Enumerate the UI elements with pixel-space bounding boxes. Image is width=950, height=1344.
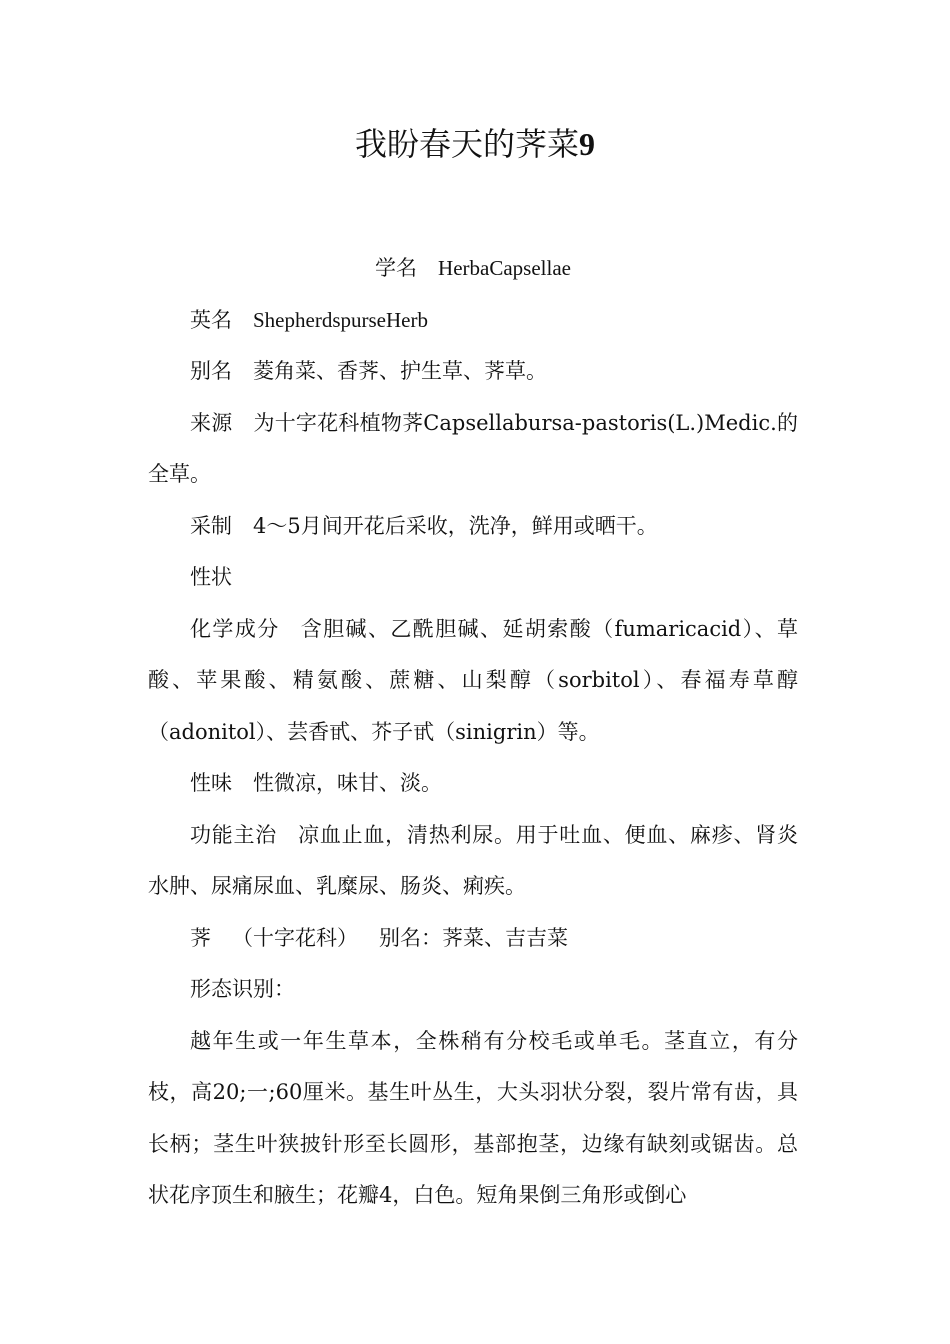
plant-line (148, 913, 798, 965)
taste-value: 性微凉，味甘、淡。 (253, 771, 442, 795)
english-name-line (148, 295, 798, 347)
function-paragraph (148, 810, 798, 913)
chemistry-label: 化学成分 (190, 616, 280, 641)
character-line (148, 552, 798, 604)
scientific-name-value: HerbaCapsellae (438, 256, 571, 280)
english-name-value: ShepherdspurseHerb (253, 307, 428, 332)
function-label: 功能主治 (190, 822, 278, 847)
alias-label: 别名 (190, 359, 232, 383)
title-text: 我盼春天的荠菜 (354, 125, 579, 163)
plant-name: 荠 (190, 925, 211, 950)
chemistry-value: 含胆碱、乙酰胆碱、延胡索酸（fumaricacid）、草酸、苹果酸、精氨酸、蔗糖、山梨醇（sorbitol）、春福寿草醇（adonitol）、芸香甙、芥子甙（sinigrin）等。 (148, 616, 799, 744)
alias-value: 菱角菜、香荠、护生草、荠草。 (253, 359, 547, 383)
source-value: 为十字花科植物荠Capsellabursa-pastoris(L.)Medic.的全草。 (148, 410, 798, 486)
english-name-label: 英名 (190, 307, 232, 332)
morphology-paragraph: 越年生或一年生草本，全株稍有分校毛或单毛。茎直立，有分枝，高20;一;60厘米。基生叶丛生，大头羽状分裂，裂片常有齿，具长柄；茎生叶狭披针形至长圆形，基部抱茎，边缘有缺刻或锯齿。总状花序顶生和腋生；花瓣4，白色。短角果倒三角形或倒心 (148, 1028, 798, 1207)
morphology-heading: 形态识别： (190, 977, 295, 1001)
chemistry-paragraph (148, 604, 798, 759)
plant-alias: 别名：荠菜、吉吉菜 (379, 925, 568, 950)
scientific-name-label: 学名 (375, 256, 418, 280)
taste-line (148, 758, 798, 810)
scientific-name-line (148, 243, 798, 295)
source-paragraph (148, 398, 798, 501)
character-label: 性状 (190, 565, 232, 589)
taste-label: 性味 (190, 771, 232, 795)
function-value: 凉血止血，清热利尿。用于吐血、便血、麻疹、肾炎水肿、尿痛尿血、乳糜尿、肠炎、痢疾。 (148, 822, 798, 898)
harvest-value: 4～5月间开花后采收，洗净，鲜用或晒干。 (253, 513, 658, 538)
page-title (0, 120, 950, 168)
harvest-line (148, 501, 798, 553)
plant-family: （十字花科） (232, 925, 358, 950)
source-label: 来源 (190, 410, 233, 435)
harvest-label: 采制 (190, 513, 232, 538)
document-body (148, 243, 798, 1222)
alias-line (148, 346, 798, 398)
title-number: 9 (579, 126, 595, 162)
